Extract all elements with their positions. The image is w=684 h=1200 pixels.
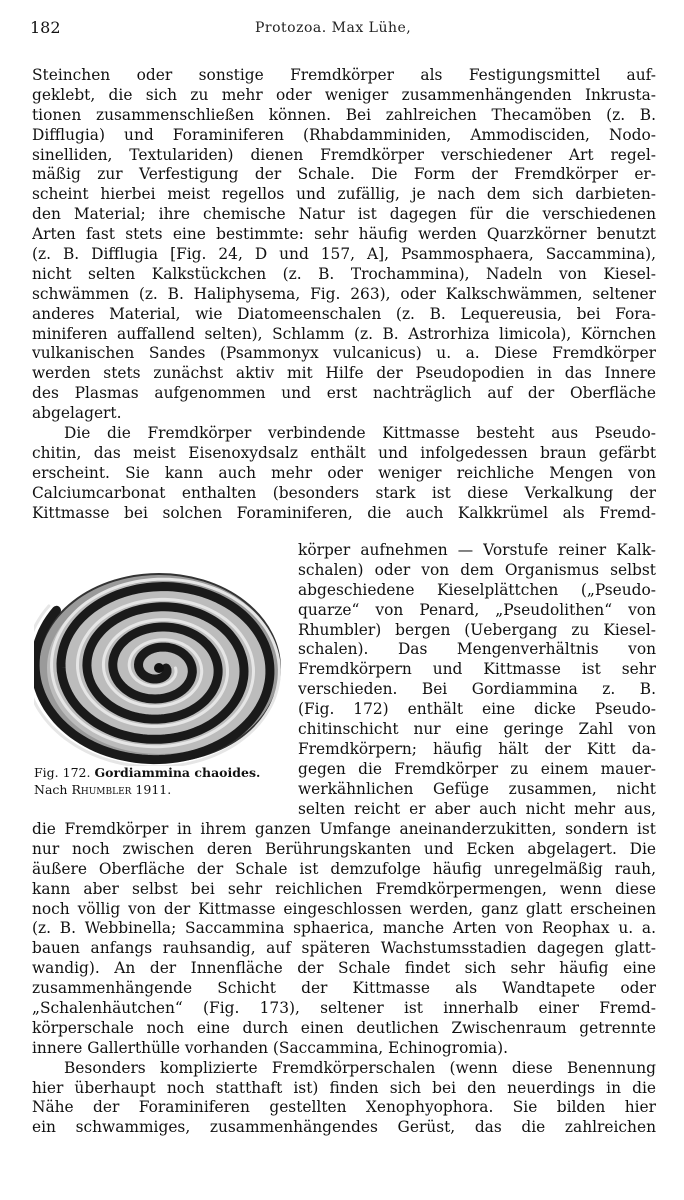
- text-line: Nähe der Foraminiferen gestellten Xenophyophora. Sie bilden hier: [32, 1098, 656, 1117]
- text-line: gegen die Fremdkörper zu einem mauer-: [298, 759, 656, 778]
- text-block-top: [32, 66, 656, 523]
- text-line: scheint hierbei meist regellos und zufällig, je nach dem sich darbieten-: [32, 185, 656, 204]
- text-line: ein schwammiges, zusammenhängendes Gerüst, das die zahlreichen: [32, 1118, 656, 1137]
- text-line: schalen) oder von dem Organismus selbst: [298, 560, 656, 579]
- text-line: chitin, das meist Eisenoxydsalz enthält und infolgedessen braun gefärbt: [32, 443, 656, 462]
- text-line: Steinchen oder sonstige Fremdkörper als Festigungsmittel auf-: [32, 66, 656, 84]
- text-line: selten reicht er aber auch nicht mehr aus,: [298, 799, 656, 818]
- text-line: Calciumcarbonat enthalten (besonders stark ist diese Verkalkung der: [32, 483, 656, 502]
- text-line: werkähnlichen Gefüge zusammen, nicht: [298, 779, 656, 798]
- text-line: geklebt, die sich zu mehr oder weniger zusammenhängenden Inkrusta-: [32, 85, 656, 104]
- text-line: Difflugia) und Foraminiferen (Rhabdamminiden, Ammodisciden, Nodo-: [32, 125, 656, 144]
- text-line: schalen). Das Mengenverhältnis von: [298, 640, 656, 659]
- text-line: hier überhaupt noch statthaft ist) finden sich bei den neuerdings in die: [32, 1078, 656, 1097]
- text-line: abgelagert.: [32, 404, 122, 423]
- text-line: werden stets zunächst aktiv mit Hilfe der Pseudopodien in das Innere: [32, 364, 656, 383]
- figure-credit-year: 1911.: [135, 782, 172, 797]
- text-line: bauen anfangs rauhsandig, auf späteren Wachstumsstadien dagegen glatt-: [32, 939, 656, 958]
- text-block-beside-figure: [298, 541, 656, 819]
- text-line: Kittmasse bei solchen Foraminiferen, die auch Kalkkrümel als Fremd-: [32, 503, 656, 522]
- page-header: [30, 14, 654, 40]
- text-line: quarze“ von Penard, „Pseudolithen“ von: [298, 600, 656, 619]
- text-line: kann aber selbst bei sehr reichlichen Fremdkörpermengen, wenn diese: [32, 879, 656, 898]
- text-line: innere Gallerthülle vorhanden (Saccammina, Echinogromia).: [32, 1038, 508, 1057]
- figure-title: Gordiammina chaoides.: [94, 765, 261, 780]
- text-line: Fremdkörpern; häufig hält der Kitt da-: [298, 739, 656, 758]
- text-line: Besonders komplizierte Fremdkörperschalen (wenn diese Benennung: [64, 1058, 656, 1077]
- text-line: den Material; ihre chemische Natur ist dagegen für die verschiedenen: [32, 205, 656, 224]
- running-title: Protozoa. Max Lühe,: [255, 20, 412, 36]
- text-line: chitinschicht nur eine geringe Zahl von: [298, 720, 656, 739]
- text-line: nur noch zwischen deren Berührungskanten und Ecken abgelagert. Die: [32, 839, 656, 858]
- text-line: Arten fast stets eine bestimmte: sehr häufig werden Quarzkörner benutzt: [32, 225, 656, 244]
- text-line: erscheint. Sie kann auch mehr oder weniger reichliche Mengen von: [32, 463, 656, 482]
- text-line: abgeschiedene Kieselplättchen („Pseudo-: [298, 580, 656, 599]
- text-line: (z. B. Webbinella; Saccammina sphaerica, manche Arten von Reophax u. a.: [32, 919, 656, 938]
- text-line: die Fremdkörper in ihrem ganzen Umfange aneinanderzukitten, sondern ist: [32, 820, 656, 838]
- figure-172-illustration: [34, 570, 284, 792]
- page-number: 182: [30, 18, 61, 37]
- text-line: noch völlig von der Kittmasse eingeschlossen werden, ganz glatt erscheinen: [32, 899, 656, 918]
- figure-credit-prefix: Nach: [34, 782, 68, 797]
- figure-caption: [34, 764, 289, 798]
- text-line: Die die Fremdkörper verbindende Kittmasse besteht aus Pseudo-: [64, 424, 656, 443]
- text-line: miniferen auffallend selten), Schlamm (z. B. Astrorhiza limicola), Körnchen: [32, 324, 656, 343]
- text-block-bottom: [32, 820, 656, 1138]
- text-line: des Plasmas aufgenommen und erst nachträglich auf der Oberfläche: [32, 384, 656, 403]
- text-line: wandig). An der Innenfläche der Schale findet sich sehr häufig eine: [32, 959, 656, 978]
- text-line: schwämmen (z. B. Haliphysema, Fig. 263), oder Kalkschwämmen, seltener: [32, 284, 656, 303]
- text-line: (Fig. 172) enthält eine dicke Pseudo-: [298, 700, 656, 719]
- text-line: tionen zusammenschließen können. Bei zahlreichen Thecamöben (z. B.: [32, 105, 656, 124]
- text-line: äußere Oberfläche der Schale ist demzufolge häufig unregelmäßig rauh,: [32, 859, 656, 878]
- figure-credit-author: Rhumbler: [71, 782, 132, 797]
- text-line: körper aufnehmen — Vorstufe reiner Kalk-: [298, 541, 656, 559]
- text-line: vulkanischen Sandes (Psammonyx vulcanicus) u. a. Diese Fremdkörper: [32, 344, 656, 363]
- text-line: Fremdkörpern und Kittmasse ist sehr: [298, 660, 656, 679]
- text-line: zusammenhängende Schicht der Kittmasse als Wandtapete oder: [32, 979, 656, 998]
- text-line: verschieden. Bei Gordiammina z. B.: [298, 680, 656, 699]
- text-line: (z. B. Difflugia [Fig. 24, D und 157, A], Psammosphaera, Saccammina),: [32, 245, 656, 264]
- text-line: anderes Material, wie Diatomeenschalen (z. B. Lequereusia, bei Fora-: [32, 304, 656, 323]
- text-line: „Schalenhäutchen“ (Fig. 173), seltener ist innerhalb einer Fremd-: [32, 999, 656, 1018]
- text-line: mäßig zur Verfestigung der Schale. Die Form der Fremdkörper er-: [32, 165, 656, 184]
- text-line: sinelliden, Textulariden) dienen Fremdkörper verschiedener Art regel-: [32, 145, 656, 164]
- text-line: körperschale noch eine durch einen deutlichen Zwischenraum getrennte: [32, 1018, 656, 1037]
- text-line: nicht selten Kalkstückchen (z. B. Trochammina), Nadeln von Kiesel-: [32, 264, 656, 283]
- text-line: Rhumbler) bergen (Uebergang zu Kiesel-: [298, 620, 656, 639]
- figure-label: Fig. 172.: [34, 765, 91, 780]
